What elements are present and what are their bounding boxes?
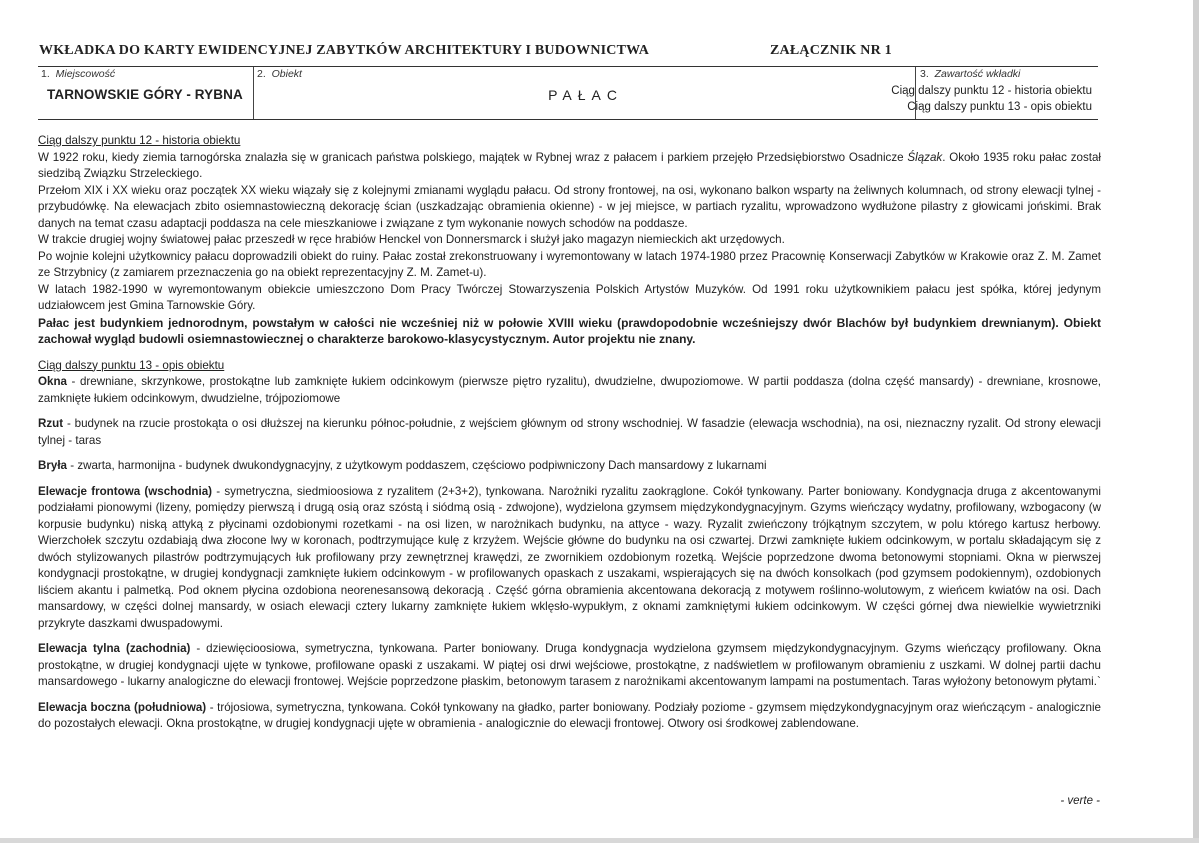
field-object-num: 2. xyxy=(257,68,266,80)
section12-heading: Ciąg dalszy punktu 12 - historia obiektu xyxy=(38,134,241,147)
form-header-table xyxy=(38,66,1098,120)
field-object-label: Obiekt xyxy=(271,68,302,80)
desc-okna: Okna - drewniane, skrzynkowe, prostokątne lub zamknięte łukiem odcinkowym (pierwsze piętro ryzalitu), dwudzielne, dwupoziomowe. W partii poddasza (dolna część mansardy) - drewniane, krosnowe, zamknięte łukiem odcinkowym, dwudzielne, trójpoziomowe xyxy=(38,375,1101,405)
desc-elewacja-boczna: Elewacja boczna (południowa) - trójosiowa, symetryczna, tynkowana. Cokół tynkowany na gładko, parter boniowany. Podziały poziome - gzymsem międzykondygnacyjnym oraz wieńczącym - analogicznie do pozostałych elewacji. Okna prostokątne, w drugiej kondygnacji ujęte w obramienia - analogicznie do elewacji frontowej. Otwory osi środkowej zablendowane. xyxy=(38,700,1101,730)
document-body xyxy=(38,133,1101,733)
history-paragraph-2: Przełom XIX i XX wieku oraz początek XX wieku wiązały się z kolejnymi zmianami wyglądu pałacu. Od strony frontowej, na osi, wykonano balkon wsparty na żeliwnych kolumnach, od strony elewacji tylnej - przybudówkę. Na elewacjach zbito osiemnastowieczną dekorację ścian (uszkadzając obramienia okienne) - w jej miejsce, w partiach ryzalitu, wprowadzono wydłużone pilastry z głowicami jońskimi. Brak danych na temat czasu adaptacji poddasza na cele mieszkaniowe i związane z tym wykonanie nowych schodów na poddasze. xyxy=(38,183,1101,230)
history-paragraph-6: Pałac jest budynkiem jednorodnym, powstałym w całości nie wcześniej niż w połowie XVIII wieku (prawdopodobnie wcześniejszy dwór Blachów był budynkiem drewnianym). Obiekt zachował wygląd budowli osiemnastowiecznej o charakterze barokowo-klasycystycznym. Autor projektu nie znany. xyxy=(38,315,1101,346)
field-locality-value: TARNOWSKIE GÓRY - RYBNA xyxy=(47,87,243,102)
slazak-italic: Ślązak xyxy=(907,150,943,164)
section13-heading: Ciąg dalszy punktu 13 - opis obiektu xyxy=(38,358,225,372)
field-contents-label: Zawartość wkładki xyxy=(934,68,1021,80)
field-locality-num: 1. xyxy=(41,68,50,80)
field-locality xyxy=(38,67,253,119)
desc-elewacja-frontowa: Elewacje frontowa (wschodnia) - symetryczna, siedmioosiowa z ryzalitem (2+3+2), tynkowana. Narożniki ryzalitu zaokrąglone. Cokół tynkowany. Parter boniowany. Kondygnacja druga z akcentowanymi podziałami pionowymi (lizeny, pomiędzy pierwszą i drugą osią oraz szóstą i siódmą osią - zdwojone), wydzielona gzymsem międzykondygnacyjnym. Gzyms wieńczący wydatny, profilowany, wzbogacony (w korpusie budynku) niską attyką z płycinami ozdobionymi rozetkami - na osi lizen, w narożnikach budynku, na attyce - wazy. Ryzalit zwieńczony trójkątnym szczytem, w polu którego kartusz herbowy. Wierzchołek szczytu ozdabiają dwa złocone lwy w koronach, podtrzymujące kulę z krzyżem. Wejście główne do budynku na osi czwartej. Drzwi zamknięte łukiem odcinkowym, w portalu składającym się z dwóch stylizowanych pilastrów podtrzymujących łuk profilowany przy zewnętrznej krawędzi, ze zwornikiem ozdobionym rozetką. Wejście poprzedzone dwoma betonowymi stopniami. Okna w pierwszej kondygnacji prostokątne, w drugiej kondygnacji zamknięte łukiem odcinkowym - w profilowanych opaskach z uszakami, wspierających się na dwóch konsolkach (pod gzymsem podokiennym), ozdobionych liściem akantu i palmetką. Pod oknem płycina ozdobiona neorenesansową dekoracją . Część górna obramienia akcentowana dekoracją z motywem roślinno-wolutowym, z wieńcem kwiatów na osi. Dach mansardowy, w części dolnej mansardy, w osiach elewacji cztery lukarny zamknięte łukiem wklęsło-wypukłym, z oknami zamkniętymi łukiem odcinkowym. W części górnej dwa niewielkie wywietrzniki przykryte daszkami dwuspadowymi. xyxy=(38,484,1101,630)
field-contents-num: 3. xyxy=(920,68,929,80)
annex-number: ZAŁĄCZNIK NR 1 xyxy=(770,43,892,58)
history-paragraph-1: W 1922 roku, kiedy ziemia tarnogórska znalazła się w granicach państwa polskiego, majątek w Rybnej wraz z pałacem i parkiem przejęło Przedsiębiorstwo Osadnicze Ślązak. Około 1935 roku pałac został siedzibą Związku Strzeleckiego. xyxy=(38,150,1101,180)
field-contents-line1: Ciąg dalszy punktu 12 - historia obiektu xyxy=(891,85,1092,97)
field-object xyxy=(253,67,916,119)
history-paragraph-4: Po wojnie kolejni użytkownicy pałacu doprowadzili obiekt do ruiny. Pałac został zrekonstruowany i wyremontowany w latach 1974-1980 przez Pracownię Konserwacji Zabytków w Krakowie oraz Z. M. Zamet ze Strzybnicy (z zamiarem przeznaczenia go na obiekt reprezentacyjny Z. M. Zamet-u). xyxy=(38,249,1101,279)
field-locality-label: Miejscowość xyxy=(55,68,116,80)
verte-note: - verte - xyxy=(1060,795,1100,807)
history-paragraph-5: W latach 1982-1990 w wyremontowanym obiekcie umieszczono Dom Pracy Twórczej Stowarzyszenia Polskich Artystów Muzyków. Od 1991 roku użytkownikiem pałacu jest spółka, której jedynym udziałowcem jest Gmina Tarnowskie Góry. xyxy=(38,282,1101,312)
scan-edge-right xyxy=(1193,0,1199,843)
desc-elewacja-tylna: Elewacja tylna (zachodnia) - dziewięcioosiowa, symetryczna, tynkowana. Parter boniowany. Druga kondygnacja wydzielona gzymsem międzykondygnacyjnym. Gzyms wieńczący profilowany. Okna prostokątne, w drugiej kondygnacji ujęte w tynkowe, profilowane opaski z uszakami. W piątej osi drwi wejściowe, prostokątne, z nadświetlem w profilowanym obramieniu z uszkami. W dolnej partii dachu mansardowego - lukarny analogiczne do elewacji frontowej. Wejście poprzedzone płaskim, betonowym tarasem z narożnikami akcentowanym lampami na postumentach. Taras wyłożony betonowym płytami.` xyxy=(38,642,1101,688)
scan-edge-bottom xyxy=(0,838,1199,843)
document-title: WKŁADKA DO KARTY EWIDENCYJNEJ ZABYTKÓW ARCHITEKTURY I BUDOWNICTWA xyxy=(39,43,650,58)
field-contents-line2: Ciąg dalszy punktu 13 - opis obiektu xyxy=(907,101,1092,113)
desc-bryla: Bryła - zwarta, harmonijna - budynek dwukondygnacyjny, z użytkowym poddaszem, częściowo podpiwniczony Dach mansardowy z lukarnami xyxy=(38,459,767,472)
desc-rzut: Rzut - budynek na rzucie prostokąta o osi dłuższej na kierunku północ-południe, z wejściem głównym od strony wschodniej. W fasadzie (elewacja wschodnia), na osi, nieznaczny ryzalit. Od strony elewacji tylnej - taras xyxy=(38,417,1101,447)
history-paragraph-3: W trakcie drugiej wojny światowej pałac przeszedł w ręce hrabiów Henckel von Donnersmarck i służył jako magazyn niemieckich akt urzędowych. xyxy=(38,233,785,246)
field-contents xyxy=(891,67,1098,119)
field-object-value: PAŁAC xyxy=(548,87,623,103)
